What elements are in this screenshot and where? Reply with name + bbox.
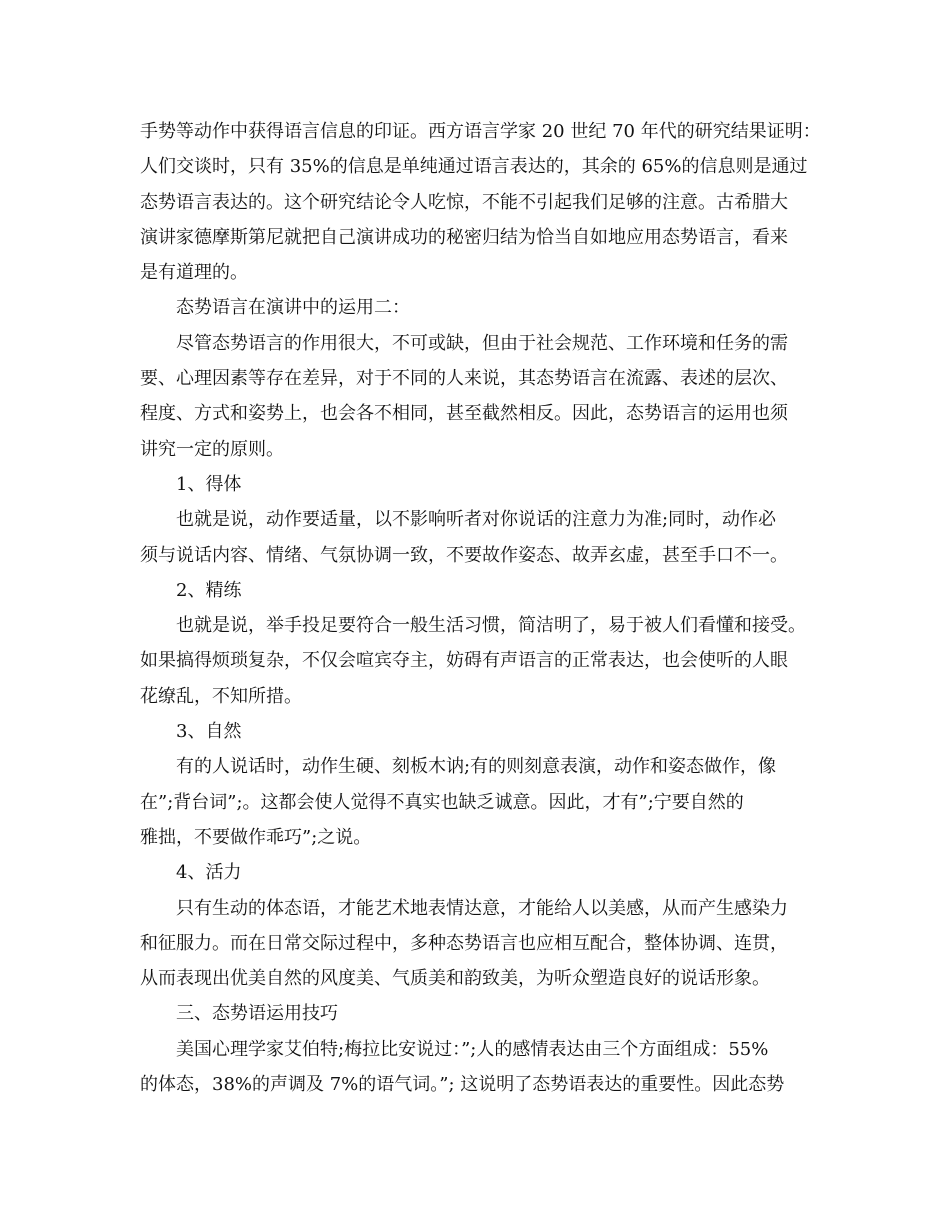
text-line: 态势语言在演讲中的运用二： (176, 297, 410, 319)
text-line: 尽管态势语言的作用很大，不可或缺，但由于社会规范、工作环境和任务的需 (176, 332, 788, 354)
text-line: 雅拙，不要做作乖巧”;之说。 (140, 826, 372, 848)
text-line: 程度、方式和姿势上，也会各不相同，甚至截然相反。因此，态势语言的运用也须 (140, 403, 788, 425)
text-line: 也就是说，动作要适量，以不影响听者对你说话的注意力为准;同时，动作必 (176, 509, 777, 531)
text-line: 人们交谈时，只有 35%的信息是单纯通过语言表达的，其余的 65%的信息则是通过 (140, 156, 808, 178)
text-line: 1、得体 (176, 473, 242, 495)
text-line: 有的人说话时，动作生硬、刻板木讷;有的则刻意表演，动作和姿态做作，像 (176, 756, 777, 778)
text-line: 要、心理因素等存在差异，对于不同的人来说，其态势语言在流露、表述的层次、 (140, 368, 788, 390)
text-line: 美国心理学家艾伯特;梅拉比安说过：”;人的感情表达由三个方面组成：55% (176, 1038, 769, 1060)
text-line: 是有道理的。 (140, 262, 248, 284)
text-line: 演讲家德摩斯第尼就把自己演讲成功的秘密归结为恰当自如地应用态势语言，看来 (140, 226, 788, 248)
text-line: 3、自然 (176, 721, 242, 743)
text-line: 须与说话内容、情绪、气氛协调一致，不要故作姿态、故弄玄虚，甚至手口不一。 (140, 544, 788, 566)
body-text (140, 114, 820, 1102)
text-line: 讲究一定的原则。 (140, 438, 284, 460)
text-line: 从而表现出优美自然的风度美、气质美和韵致美，为听众塑造良好的说话形象。 (140, 968, 770, 990)
text-line: 手势等动作中获得语言信息的印证。西方语言学家 20 世纪 70 年代的研究结果证明： (140, 121, 821, 142)
text-line: 也就是说，举手投足要符合一般生活习惯，简洁明了，易于被人们看懂和接受。 (176, 615, 806, 637)
text-line: 花缭乱，不知所措。 (140, 685, 302, 707)
text-line: 和征服力。而在日常交际过程中，多种态势语言也应相互配合，整体协调、连贯， (140, 932, 788, 954)
text-line: 在”;背台词”;。这都会使人觉得不真实也缺乏诚意。因此，才有”;宁要自然的 (140, 791, 744, 813)
text-line: 2、精练 (176, 579, 242, 601)
text-line: 态势语言表达的。这个研究结论令人吃惊，不能不引起我们足够的注意。古希腊大 (140, 191, 788, 213)
text-line: 如果搞得烦琐复杂，不仅会喧宾夺主，妨碍有声语言的正常表达，也会使听的人眼 (140, 650, 788, 672)
text-line: 只有生动的体态语，才能艺术地表情达意，才能给人以美感，从而产生感染力 (176, 897, 788, 919)
text-line: 的体态，38%的声调及 7%的语气词。”; 这说明了态势语表达的重要性。因此态势 (140, 1074, 785, 1096)
text-line: 4、活力 (176, 862, 242, 884)
text-line: 三、态势语运用技巧 (176, 1003, 338, 1025)
